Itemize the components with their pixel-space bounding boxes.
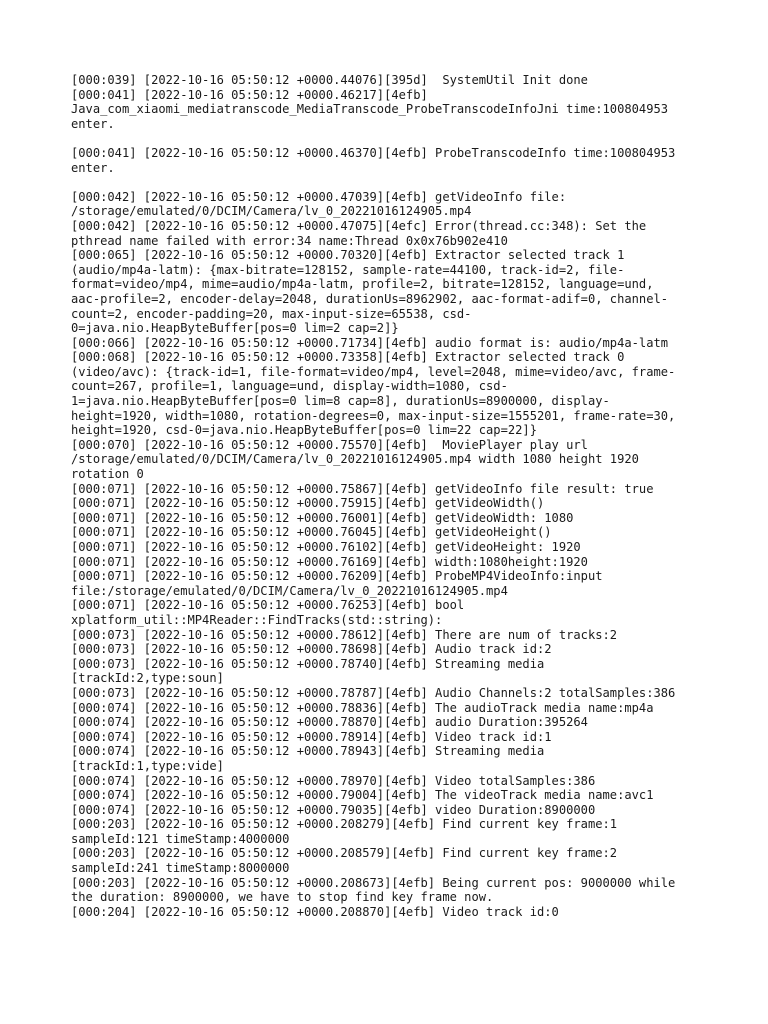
log-line: [000:042] [2022-10-16 05:50:12 +0000.47039][4efb] getVideoInfo file: <box>71 189 567 204</box>
log-line: [000:074] [2022-10-16 05:50:12 +0000.78943][4efb] Streaming media <box>71 744 545 759</box>
log-line: [000:070] [2022-10-16 05:50:12 +0000.75570][4efb] MoviePlayer play url <box>71 437 588 452</box>
log-line: Java_com_xiaomi_mediatranscode_MediaTranscode_ProbeTranscodeInfoJni time:100804953 <box>71 102 669 117</box>
log-line: (audio/mp4a-latm): {max-bitrate=128152, sample-rate=44100, track-id=2, file- <box>71 262 625 277</box>
log-line: aac-profile=2, encoder-delay=2048, durationUs=8962902, aac-format-adif=0, channel- <box>71 291 669 306</box>
log-text-block <box>71 73 711 919</box>
log-line: [000:065] [2022-10-16 05:50:12 +0000.70320][4efb] Extractor selected track 1 <box>71 248 625 263</box>
log-line: pthread name failed with error:34 name:Thread 0x0x76b902e410 <box>71 233 508 248</box>
log-line: [000:068] [2022-10-16 05:50:12 +0000.73358][4efb] Extractor selected track 0 <box>71 350 625 365</box>
log-line: sampleId:241 timeStamp:8000000 <box>71 861 290 876</box>
log-line: xplatform_util::MP4Reader::FindTracks(std::string): <box>71 612 443 627</box>
log-line: [000:074] [2022-10-16 05:50:12 +0000.78914][4efb] Video track id:1 <box>71 729 552 744</box>
log-line: [000:074] [2022-10-16 05:50:12 +0000.78970][4efb] Video totalSamples:386 <box>71 773 596 788</box>
log-line: /storage/emulated/0/DCIM/Camera/lv_0_20221016124905.mp4 width 1080 height 1920 <box>71 452 639 467</box>
log-line: [trackId:1,type:vide] <box>71 758 224 773</box>
log-line: [000:071] [2022-10-16 05:50:12 +0000.76102][4efb] getVideoHeight: 1920 <box>71 540 581 554</box>
log-line: [000:039] [2022-10-16 05:50:12 +0000.44076][395d] SystemUtil Init done <box>71 73 588 87</box>
log-line: 1=java.nio.HeapByteBuffer[pos=0 lim=8 cap=8], durationUs=8900000, display- <box>71 394 610 409</box>
log-line: the duration: 8900000, we have to stop find key frame now. <box>71 890 494 905</box>
log-line: [000:071] [2022-10-16 05:50:12 +0000.76209][4efb] ProbeMP4VideoInfo:input <box>71 569 603 584</box>
log-line: [000:071] [2022-10-16 05:50:12 +0000.76001][4efb] getVideoWidth: 1080 <box>71 510 574 525</box>
log-line: [000:041] [2022-10-16 05:50:12 +0000.46217][4efb] <box>71 87 428 102</box>
blank-line <box>71 131 711 146</box>
log-line: [000:066] [2022-10-16 05:50:12 +0000.71734][4efb] audio format is: audio/mp4a-latm <box>71 335 669 350</box>
log-line: [000:042] [2022-10-16 05:50:12 +0000.47075][4efc] Error(thread.cc:348): Set the <box>71 218 647 233</box>
log-line: [000:203] [2022-10-16 05:50:12 +0000.208579][4efb] Find current key frame:2 <box>71 846 618 861</box>
log-line: [000:074] [2022-10-16 05:50:12 +0000.78836][4efb] The audioTrack media name:mp4a <box>71 700 654 715</box>
log-line: [000:074] [2022-10-16 05:50:12 +0000.78870][4efb] audio Duration:395264 <box>71 715 588 730</box>
log-line: [000:071] [2022-10-16 05:50:12 +0000.76045][4efb] getVideoHeight() <box>71 525 552 540</box>
log-line: file:/storage/emulated/0/DCIM/Camera/lv_0_20221016124905.mp4 <box>71 583 508 598</box>
log-line: count=2, encoder-padding=20, max-input-size=65538, csd- <box>71 306 472 321</box>
log-line: height=1920, csd-0=java.nio.HeapByteBuffer[pos=0 lim=22 cap=22]} <box>71 423 537 438</box>
log-line: format=video/mp4, mime=audio/mp4a-latm, profile=2, bitrate=128152, language=und, <box>71 277 654 292</box>
log-line: enter. <box>71 116 115 131</box>
log-line: [000:071] [2022-10-16 05:50:12 +0000.76253][4efb] bool <box>71 598 465 613</box>
log-line: [000:073] [2022-10-16 05:50:12 +0000.78612][4efb] There are num of tracks:2 <box>71 627 618 642</box>
log-line: (video/avc): {track-id=1, file-format=video/mp4, level=2048, mime=video/avc, frame- <box>71 364 676 379</box>
log-line: [000:073] [2022-10-16 05:50:12 +0000.78787][4efb] Audio Channels:2 totalSamples:386 <box>71 685 676 700</box>
blank-line <box>71 175 711 190</box>
log-line: [trackId:2,type:soun] <box>71 671 224 686</box>
log-line: count=267, profile=1, language=und, display-width=1080, csd- <box>71 379 508 394</box>
log-line: [000:074] [2022-10-16 05:50:12 +0000.79035][4efb] video Duration:8900000 <box>71 802 596 817</box>
log-line: [000:204] [2022-10-16 05:50:12 +0000.208870][4efb] Video track id:0 <box>71 904 559 919</box>
log-line: sampleId:121 timeStamp:4000000 <box>71 831 290 846</box>
log-line: [000:073] [2022-10-16 05:50:12 +0000.78740][4efb] Streaming media <box>71 656 545 671</box>
log-line: [000:071] [2022-10-16 05:50:12 +0000.75915][4efb] getVideoWidth() <box>71 496 545 511</box>
log-line: height=1920, width=1080, rotation-degrees=0, max-input-size=1555201, frame-rate=30, <box>71 408 676 423</box>
log-line: [000:071] [2022-10-16 05:50:12 +0000.75867][4efb] getVideoInfo file result: true <box>71 481 654 496</box>
log-line: [000:203] [2022-10-16 05:50:12 +0000.208673][4efb] Being current pos: 9000000 while <box>71 875 676 890</box>
log-line: [000:071] [2022-10-16 05:50:12 +0000.76169][4efb] width:1080height:1920 <box>71 554 588 569</box>
log-line: [000:041] [2022-10-16 05:50:12 +0000.46370][4efb] ProbeTranscodeInfo time:100804953 <box>71 145 676 160</box>
log-line: /storage/emulated/0/DCIM/Camera/lv_0_20221016124905.mp4 <box>71 204 472 219</box>
log-line: [000:073] [2022-10-16 05:50:12 +0000.78698][4efb] Audio track id:2 <box>71 642 552 657</box>
log-line: [000:074] [2022-10-16 05:50:12 +0000.79004][4efb] The videoTrack media name:avc1 <box>71 788 654 803</box>
log-line: 0=java.nio.HeapByteBuffer[pos=0 lim=2 cap=2]} <box>71 321 399 336</box>
log-line: enter. <box>71 160 115 175</box>
log-line: rotation 0 <box>71 467 144 482</box>
log-line: [000:203] [2022-10-16 05:50:12 +0000.208279][4efb] Find current key frame:1 <box>71 817 618 832</box>
